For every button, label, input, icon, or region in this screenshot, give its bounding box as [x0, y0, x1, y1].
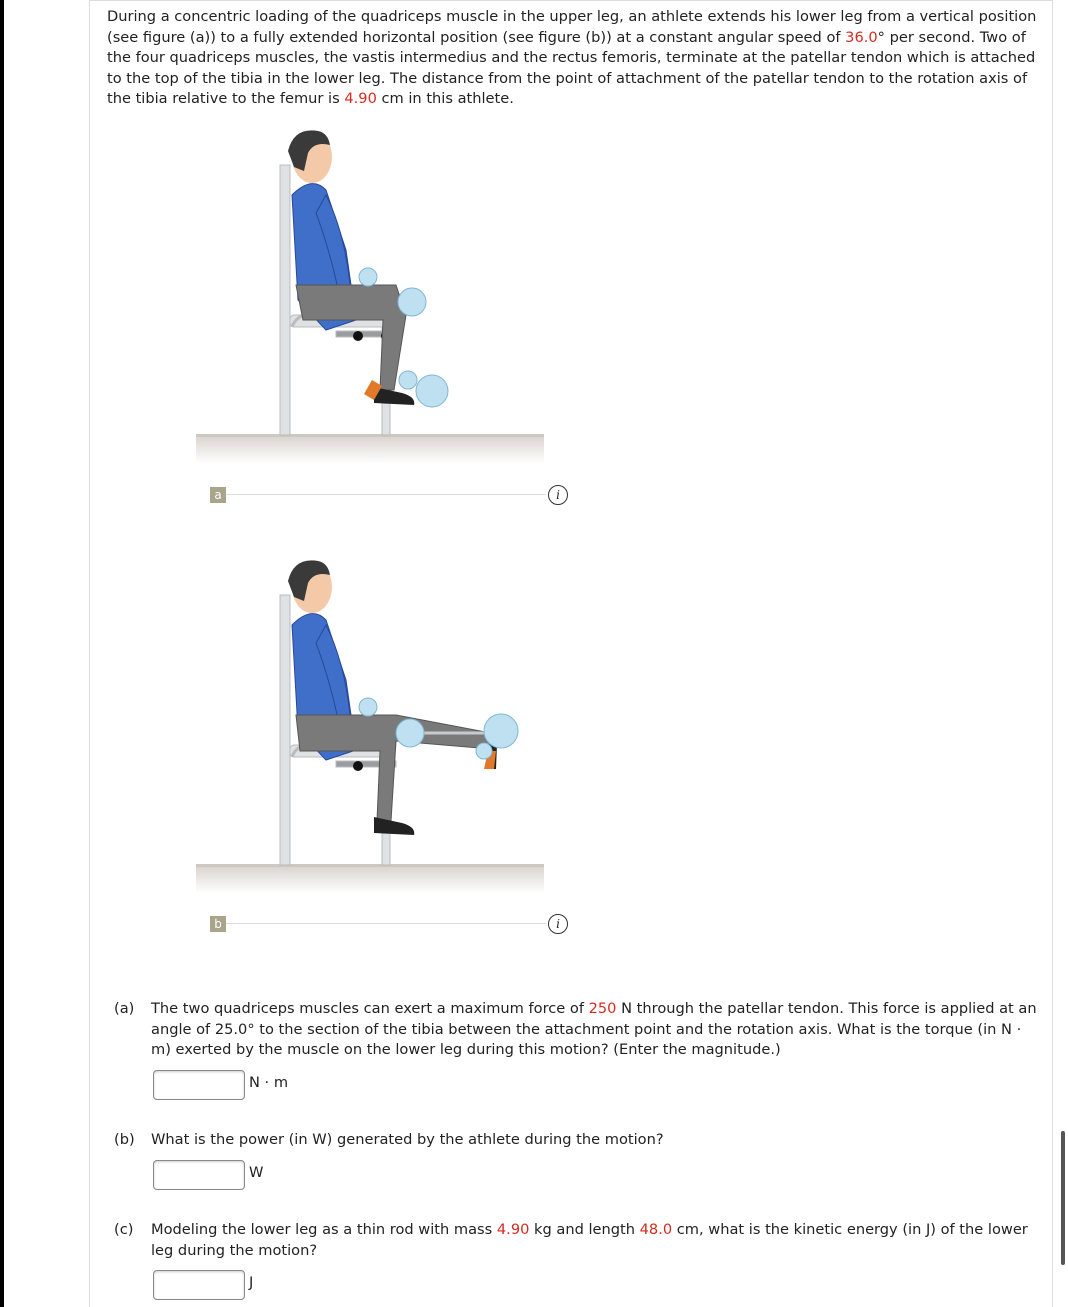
kinetic-energy-answer-input[interactable]: [153, 1270, 245, 1300]
question-b-text: What is the power (in W) generated by the athlete during the motion?: [151, 1131, 664, 1148]
caption-divider: [222, 923, 546, 924]
question-c-label: (c): [114, 1221, 134, 1238]
weight-disc: [359, 698, 377, 716]
figure-b-label: b: [210, 916, 226, 932]
floor: [196, 865, 544, 893]
question-c: [114, 1220, 1039, 1261]
question-a-text-1: The two quadriceps muscles can exert a maximum force of: [151, 1000, 589, 1017]
athlete: [288, 130, 414, 405]
weight-disc: [484, 714, 518, 748]
question-c-text-1: Modeling the lower leg as a thin rod with mass: [151, 1221, 497, 1238]
distance-value: 4.90: [344, 90, 377, 108]
angular-speed-value: 36.0: [845, 28, 878, 46]
question-c-text-2: kg and length: [529, 1221, 640, 1238]
left-border: [0, 0, 4, 1307]
intro-text-1: During a concentric loading of the quadriceps muscle in the upper leg, an athlete extends his lower leg from a vertical position (see figure (a)) to a fully extended horizontal position (see figure (b)) at a constant angular speed of: [107, 8, 1037, 46]
kinetic-energy-unit: J: [249, 1274, 254, 1291]
power-answer-input[interactable]: [153, 1160, 245, 1190]
weight-disc: [359, 268, 377, 286]
length-value: 48.0: [639, 1221, 673, 1238]
question-a-text-2: N through the patellar tendon. This force is applied at an angle of 25.0° to the section of the tibia between the attachment point and the rotation axis. What is the torque (in N · m) exerted by the muscle on the lower leg during this motion? (Enter the magnitude.): [151, 1000, 1037, 1059]
intro-text-2: ° per second. Two of the four quadriceps muscles, the vastis intermedius and the rectus femoris, terminate at the patellar tendon which is attached to the top of the tibia in the lower leg. The distance from the point of attachment of the patellar tendon to the rotation axis of the tibia relative to the femur is: [107, 28, 1036, 108]
floor: [196, 435, 544, 463]
problem-statement: [107, 7, 1042, 110]
pivot-dot: [353, 331, 363, 341]
caption-divider: [222, 494, 546, 495]
floor-edge: [196, 434, 544, 437]
figure-a-caption: [196, 485, 568, 505]
power-unit: W: [249, 1164, 264, 1181]
weight-disc: [476, 743, 492, 759]
weight-disc: [396, 719, 424, 747]
figure-b-caption: [196, 914, 568, 934]
figure-a-info-icon[interactable]: i: [548, 485, 568, 505]
question-a: [114, 999, 1039, 1061]
question-c-text: [151, 1220, 1039, 1261]
figure-b-seated-leg-extended: [196, 555, 576, 895]
athlete: [288, 560, 498, 835]
question-b: [114, 1130, 1039, 1151]
pivot-dot: [353, 761, 363, 771]
question-a-text: [151, 999, 1039, 1061]
figure-a-label: a: [210, 487, 226, 503]
weight-disc: [416, 375, 448, 407]
force-value: 250: [588, 1000, 617, 1017]
torque-answer-input[interactable]: [153, 1070, 245, 1100]
question-b-label: (b): [114, 1131, 135, 1148]
weight-disc: [398, 288, 426, 316]
question-c-text-3: cm, what is the kinetic energy (in J) of the lower leg during the motion?: [151, 1221, 1028, 1259]
scrollbar[interactable]: [1061, 1131, 1065, 1265]
mass-value: 4.90: [496, 1221, 530, 1238]
question-a-label: (a): [114, 1000, 135, 1017]
torque-unit: N · m: [249, 1074, 289, 1091]
intro-text-3: cm in this athlete.: [376, 90, 514, 108]
figure-b-info-icon[interactable]: i: [548, 914, 568, 934]
floor-edge: [196, 864, 544, 867]
weight-disc: [399, 371, 417, 389]
figure-a-seated-leg-vertical: [196, 125, 576, 465]
